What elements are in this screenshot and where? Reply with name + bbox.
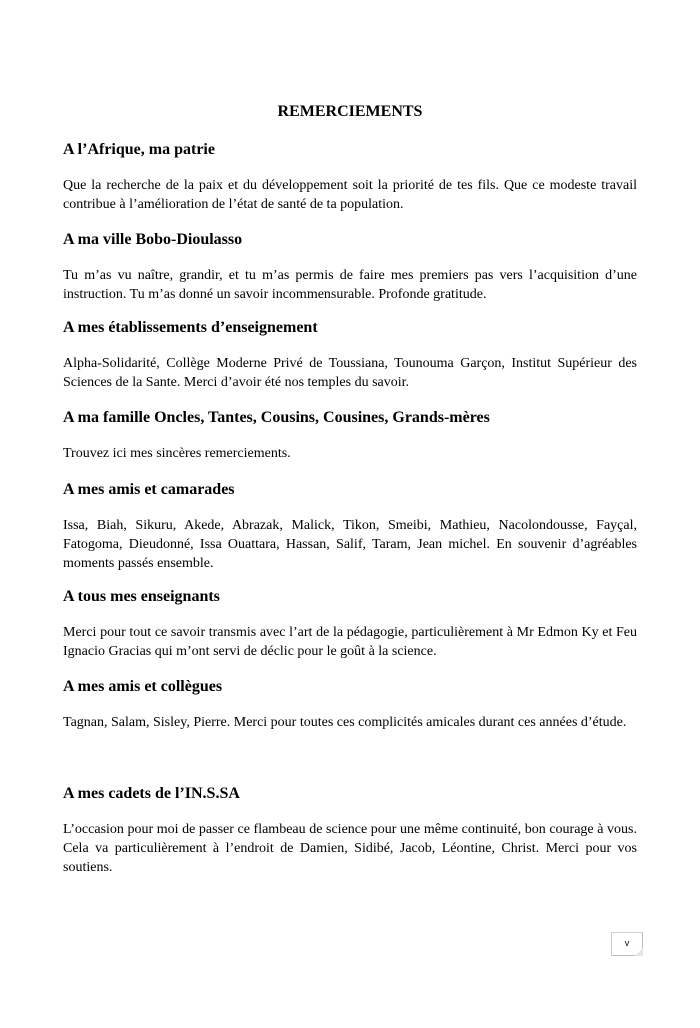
section-heading: A mes amis et camarades xyxy=(63,481,235,498)
section-text: Tagnan, Salam, Sisley, Pierre. Merci pour toutes ces complicités amicales durant ces années d’étude. xyxy=(63,715,627,730)
section-text: Alpha-Solidarité, Collège Moderne Privé de Toussiana, Tounouma Garçon, Institut Supérieur des Sciences de la Sante. Merci d’avoir été nos temples du savoir. xyxy=(63,356,637,390)
section-amis-camarades xyxy=(63,480,637,573)
page-title: REMERCIEMENTS xyxy=(277,103,423,120)
section-text: Trouvez ici mes sincères remerciements. xyxy=(63,446,291,461)
section-famille xyxy=(63,408,637,463)
section-amis-collegues xyxy=(63,677,637,732)
section-text: Que la recherche de la paix et du développement soit la priorité de tes fils. Que ce modeste travail contribue à l’amélioration de l’état de santé de ta population. xyxy=(63,178,637,212)
section-text: Tu m’as vu naître, grandir, et tu m’as permis de faire mes premiers pas vers l’acquisition d’une instruction. Tu m’as donné un savoir incommensurable. Profonde gratitude. xyxy=(63,268,637,302)
section-text: Merci pour tout ce savoir transmis avec l’art de la pédagogie, particulièrement à Mr Edmon Ky et Feu Ignacio Gracias qui m’ont servi de déclic pour le goût à la science. xyxy=(63,625,637,659)
section-heading: A ma famille Oncles, Tantes, Cousins, Cousines, Grands-mères xyxy=(63,409,490,426)
section-cadets-inssa xyxy=(63,784,637,877)
section-text: L’occasion pour moi de passer ce flambeau de science pour une même continuité, bon courage à vous. Cela va particulièrement à l’endroit de Damien, Sidibé, Jacob, Léontine, Christ. Merci pour vos soutiens. xyxy=(63,822,637,875)
section-afrique xyxy=(63,140,637,214)
section-heading: A ma ville Bobo-Dioulasso xyxy=(63,231,243,248)
section-heading: A mes amis et collègues xyxy=(63,678,223,695)
page-number: v xyxy=(611,932,643,956)
section-bobo-dioulasso xyxy=(63,230,637,304)
section-heading: A tous mes enseignants xyxy=(63,588,220,605)
section-heading: A mes cadets de l’IN.S.SA xyxy=(63,785,240,802)
section-heading: A mes établissements d’enseignement xyxy=(63,319,318,336)
section-enseignants xyxy=(63,587,637,661)
section-heading: A l’Afrique, ma patrie xyxy=(63,141,215,158)
section-etablissements xyxy=(63,318,637,392)
section-text: Issa, Biah, Sikuru, Akede, Abrazak, Malick, Tikon, Smeibi, Mathieu, Nacolondousse, Fayçal, Fatogoma, Dieudonné, Issa Ouattara, Hassan, Salif, Taram, Jean michel. En souvenir d’agréables moments passés ensemble. xyxy=(63,518,637,571)
